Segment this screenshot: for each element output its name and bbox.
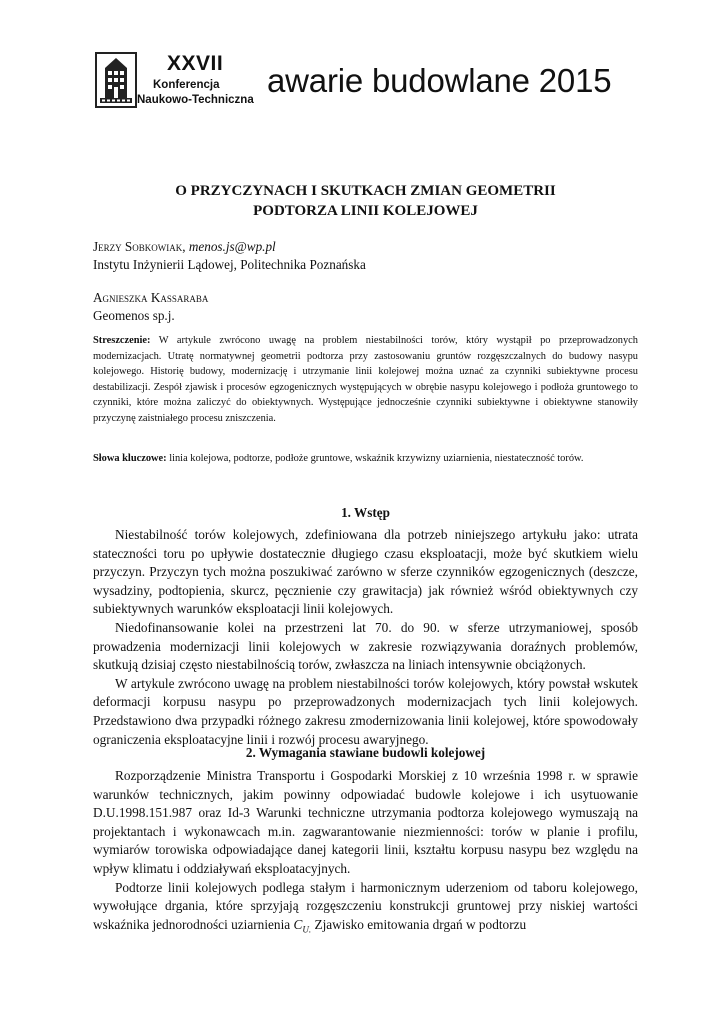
- symbol: C: [293, 916, 303, 932]
- paper-title-line2: PODTORZA LINII KOLEJOWEJ: [253, 203, 478, 219]
- keywords: [93, 451, 638, 467]
- author-affiliation: Geomenos sp.j.: [93, 308, 175, 323]
- abstract-label: Streszczenie:: [93, 335, 151, 346]
- paragraph-text: Podtorze linii kolejowych podlega stałym i harmonicznym uderzeniom od taboru kolejowego, wywołujące drgania, które sprzyjają rozgęszczeniu konstrukcji gruntowej przy niskiej wartości wskaźnika jednorodności uziarnienia: [93, 879, 638, 932]
- abstract-text: W artykule zwrócono uwagę na problem niestabilności torów, który wystąpił po przeprowadzonych modernizacjach. Utratę normatywnej geometrii podtorza przy zastosowaniu gruntów rozgęszczalnych do budowy nasypu kolejowego. Historię budowy, modernizację i utrzymanie linii kolejowej można uznać za czynniki subiektywne procesu destabilizacji. Zespół zjawisk i procesów egzogenicznych występujących w obrębie nasypu kolejowego i podłoża gruntowego to czynniki, które można zaliczyć do obiektywnych. Występujące jednocześnie czynniki subiektywne i obiektywne stanowiły przyczynę zaistniałego procesu zniszczenia.: [93, 335, 638, 424]
- conference-label-line2: Naukowo-Techniczna: [137, 94, 254, 106]
- symbol-subscript: U.: [302, 924, 312, 935]
- series-title: awarie budowlane 2015: [267, 62, 612, 99]
- paper-title: [93, 181, 638, 221]
- conference-edition: XXVII: [167, 52, 224, 75]
- paper-title-line1: O PRZYCZYNACH I SKUTKACH ZMIAN GEOMETRII: [175, 183, 556, 199]
- conference-label-line1: Konferencja: [153, 79, 220, 91]
- author-affiliation: Instytu Inżynierii Lądowej, Politechnika Poznańska: [93, 257, 366, 272]
- paragraph: Niestabilność torów kolejowych, zdefiniowana dla potrzeb niniejszego artykułu jako: utrata stateczności toru po upływie dostatecznie długiego czasu eksploatacji, może być skutkiem wielu przyczyn. Przyczyn tych można poszukiwać zarówno w sferze czynników egzogenicznych (deszcze, wysadziny, podtopienia, skurcz, pęcznienie czy grawitacja) jak również wśród obiektywnych czy subiektywnych warunków eksploatacji linii kolejowych.: [93, 527, 638, 617]
- keywords-text: linia kolejowa, podtorze, podłoże gruntowe, wskaźnik krzywizny uziarnienia, niestateczność torów.: [166, 453, 584, 464]
- paragraph-tail: Zjawisko emitowania drgań w podtorzu: [311, 916, 527, 932]
- keywords-label: Słowa kluczowe:: [93, 453, 167, 464]
- conference-logo: [95, 52, 137, 108]
- section-heading: 1. Wstęp: [341, 505, 390, 520]
- author-block-2: [93, 289, 208, 325]
- building-logo-icon: [97, 54, 135, 106]
- paragraph: Niedofinansowanie kolei na przestrzeni lat 70. do 90. w sferze utrzymaniowej, sposób prowadzenia modernizacji linii kolejowych w zakresie rozwiązywania doraźnych problemów, skutkują dzisiaj często niestabilnością torów, zwłaszcza na liniach intensywnie obciążonych.: [93, 619, 638, 673]
- section-body: [93, 526, 638, 749]
- conference-header: [93, 50, 638, 112]
- section-heading: 2. Wymagania stawiane budowli kolejowej: [245, 745, 486, 760]
- author-name: Jerzy Sobkowiak: [93, 239, 183, 254]
- paragraph: [93, 879, 638, 939]
- paragraph: Rozporządzenie Ministra Transportu i Gospodarki Morskiej z 10 września 1998 r. w sprawie warunków technicznych, jakim powinny odpowiadać budowle kolejowe i ich usytuowanie D.U.1998.151.987 oraz Id-3 Warunki techniczne utrzymania podtorza kolejowego wymuszają na projektantach i wykonawcach m.in. zagwarantowanie niezmienności: torów w planie i profilu, wymiarów torowiska odpowiadające danej kategorii linii, kształtu korpusu nasypu bez względu na wpływ klimatu i oddziaływań eksploatacyjnych.: [93, 768, 638, 876]
- author-name: Agnieszka Kassaraba: [93, 290, 209, 305]
- author-block-1: Jerzy Sobkowiak, menos.js@wp.pl Instytu Inżynierii Lądowej, Politechnika Poznańska: [93, 239, 366, 272]
- paragraph: W artykule zwrócono uwagę na problem niestabilności torów kolejowych, który powstał wskutek deformacji korpusu nasypu po przeprowadzonych modernizacjach tych linii kolejowych. Przedstawiono dwa przypadki różnego zakresu zmodernizowania linii kolejowej, które spowodowały ograniczenia eksploatacyjne linii i rozwój procesu awaryjnego.: [93, 675, 638, 747]
- section-body: [93, 767, 638, 939]
- abstract: [93, 333, 638, 427]
- author-email[interactable]: menos.js@wp.pl: [188, 239, 276, 254]
